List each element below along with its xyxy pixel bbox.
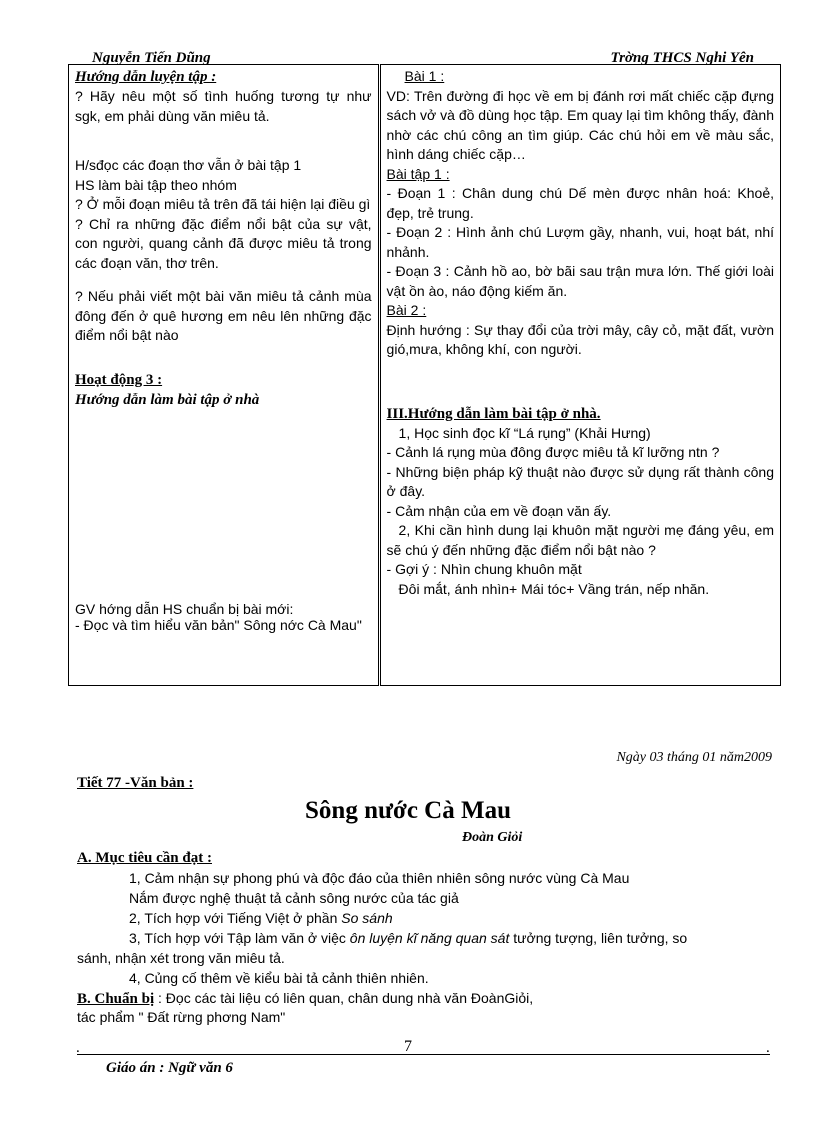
lesson-title: Sông nước Cà Mau — [305, 797, 511, 824]
lesson-author: Đoàn Giỏi — [462, 830, 523, 845]
footer-dot-left: . — [76, 1040, 80, 1056]
exercise-1-heading: Bài 1 : — [404, 68, 445, 84]
group-work-instruction: HS làm bài tập theo nhóm — [75, 176, 237, 193]
lesson-table — [68, 64, 781, 686]
objective-3-continued: sánh, nhận xét trong văn miêu tả. — [77, 950, 285, 966]
preparation-heading: B. Chuẩn bị — [77, 991, 155, 1007]
passage-2-note: - Đoạn 2 : Hình ảnh chú Lượm gầy, nhanh, vui, hoạt bát, nhí nhảnh. — [386, 224, 774, 260]
next-lesson-block — [75, 601, 375, 633]
example-text: VD: Trên đường đi học về em bị đánh rơi mất chiếc cặp đựng sách vở và đồ dùng học tập. Em quay lại tìm không thấy, đành nhờ các chú công an tìm giúp. Các chú hỏi em về màu sắc, hình dáng chiếc cặp… — [386, 87, 774, 162]
reading-instruction: H/sđọc các đoạn thơ vẫn ở bài tập 1 — [75, 157, 302, 173]
homework-item-1: 1, Học sinh đọc kĩ “Lá rụng” (Khải Hưng) — [398, 424, 651, 441]
exercise-1b-heading: Bài tập 1 : — [386, 165, 450, 182]
preparation-line — [77, 988, 779, 1009]
next-lesson-instruction: GV hớng dẫn HS chuẩn bị bài mới: — [75, 601, 294, 617]
lesson-number: Tiết 77 -Văn bản : — [77, 775, 194, 791]
question-4: ? Nếu phải viết một bài văn miêu tả cảnh mùa đông đến ở quê hương em nêu lên những đặc điểm nổi bật nào — [75, 288, 372, 343]
objectives-section — [77, 848, 779, 1025]
homework-item-7: Đôi mắt, ánh nhìn+ Mái tóc+ Vầng trán, nếp nhăn. — [398, 580, 710, 597]
header-school: Trờng THCS Nghi Yên — [610, 50, 754, 66]
preparation-text: : Đọc các tài liệu có liên quan, chân dung nhà văn ĐoànGiỏi, — [154, 990, 534, 1006]
passage-3-note: - Đoạn 3 : Cảnh hồ ao, bờ bãi sau trận mưa lớn. Thế giới loài vật ồn ào, náo động kiếm ăn. — [386, 263, 774, 299]
homework-heading: III.Hướng dẫn làm bài tập ở nhà. — [386, 405, 601, 422]
activity-3-heading: Hoạt động 3 : — [75, 371, 163, 388]
orientation-text: Định hướng : Sự thay đổi của trời mây, cây cỏ, mặt đất, vườn gió,mưa, không khí, con người. — [386, 321, 774, 357]
content-column — [379, 65, 780, 686]
question-2: ? Ở mỗi đoạn miêu tả trên đã tái hiện lại điều gì — [75, 196, 371, 212]
exercise-2-heading: Bài 2 : — [386, 302, 427, 318]
objective-1b: Nắm được nghệ thuật tả cảnh sông nước của tác giả — [129, 890, 459, 906]
objective-3 — [77, 928, 779, 948]
objective-1: 1, Cảm nhận sự phong phú và độc đáo của thiên nhiên sông nước vùng Cà Mau — [129, 870, 630, 886]
objective-3-text: 3, Tích hợp với Tập làm văn ở việc — [129, 930, 350, 946]
objective-2-emphasis: So sánh — [341, 910, 393, 926]
homework-item-6: - Gợi ý : Nhìn chung khuôn mặt — [386, 561, 582, 577]
next-lesson-task: - Đọc và tìm hiểu văn bản" Sông nớc Cà Mau" — [75, 617, 362, 633]
footer-text: Giáo án : Ngữ văn 6 — [106, 1060, 233, 1076]
homework-guide-heading: Hướng dẫn làm bài tập ở nhà — [75, 391, 260, 408]
guided-practice-heading: Hướng dẫn luyện tập : — [75, 69, 217, 85]
objectives-heading: A. Mục tiêu cần đạt : — [77, 850, 212, 866]
objective-2 — [77, 908, 779, 928]
footer-rule — [77, 1054, 770, 1055]
teacher-activity-column — [69, 65, 380, 686]
question-1: ? Hãy nêu một số tình huống tương tự như sgk, em phải dùng văn miêu tả. — [75, 88, 372, 124]
objective-4: 4, Củng cố thêm về kiểu bài tả cảnh thiên nhiên. — [129, 970, 429, 986]
question-3: ? Chỉ ra những đặc điểm nổi bật của sự vật, con người, quang cảnh đã được miêu tả trong các đoạn văn, thơ trên. — [75, 215, 372, 271]
header-author: Nguyễn Tiến Dũng — [92, 50, 211, 66]
lesson-date: Ngày 03 tháng 01 năm2009 — [616, 750, 772, 765]
homework-item-3: - Những biện pháp kỹ thuật nào được sử dụng rất thành công ở đây. — [386, 463, 774, 499]
objective-3-emphasis: ôn luyện kĩ năng quan sát — [349, 930, 510, 946]
homework-item-4: - Cảm nhận của em về đoạn văn ấy. — [386, 502, 612, 519]
passage-1-note: - Đoạn 1 : Chân dung chú Dế mèn được nhân hoá: Khoẻ, đẹp, trẻ trung. — [386, 185, 774, 221]
page-number: 7 — [404, 1038, 412, 1055]
homework-item-2: - Cảnh lá rụng mùa đông được miêu tả kĩ lưỡng ntn ? — [386, 444, 720, 460]
objective-3-tail: tưởng tượng, liên tưởng, so — [509, 930, 688, 946]
preparation-line-2: tác phẩm " Đất rừng phơng Nam" — [77, 1009, 286, 1025]
footer-dot-right: . — [766, 1040, 770, 1056]
homework-item-5: 2, Khi cần hình dung lại khuôn mặt người mẹ đáng yêu, em sẽ chú ý đến những đặc điểm nổi bật nào ? — [386, 522, 774, 558]
objective-2-text: 2, Tích hợp với Tiếng Việt ở phần — [129, 910, 342, 926]
